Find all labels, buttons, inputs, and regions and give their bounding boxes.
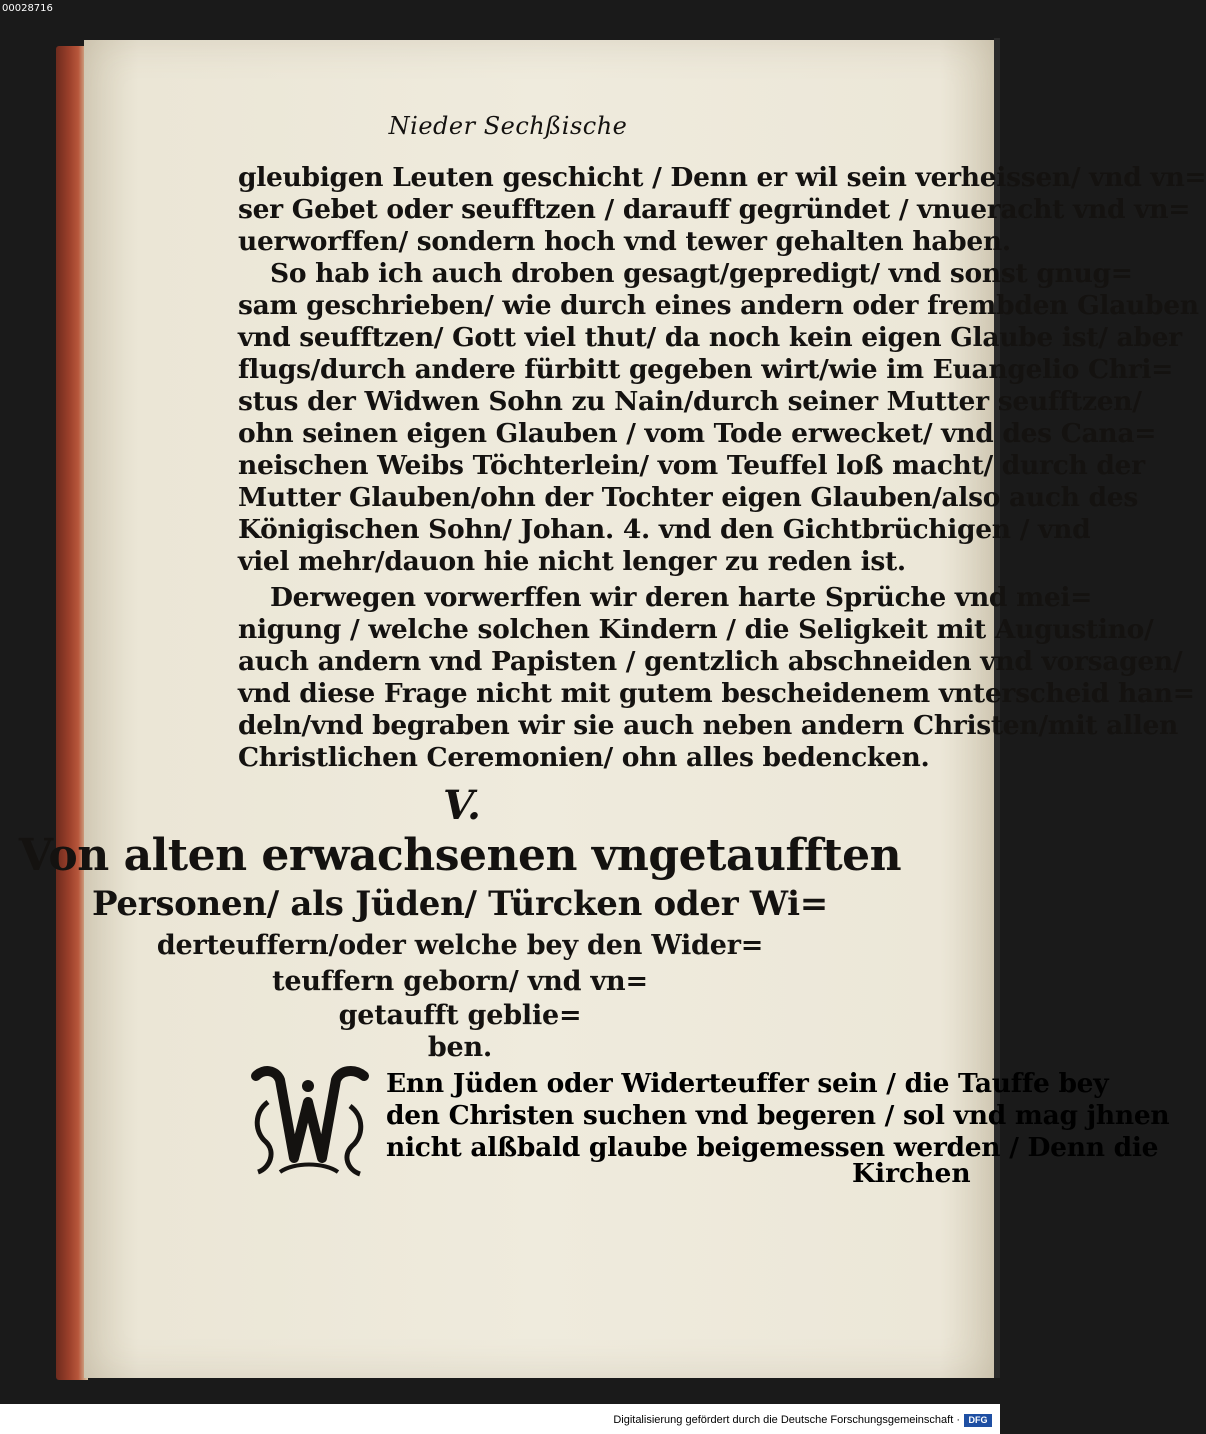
catchword: Kirchen: [852, 1158, 971, 1189]
text-line: stus der Widwen Sohn zu Nain/durch seiner Mutter seufftzen/: [238, 386, 1142, 417]
text-line: deln/vnd begraben wir sie auch neben andern Christen/mit allen: [238, 710, 1179, 741]
text-line: sam geschrieben/ wie durch eines andern oder frembden Glauben: [238, 290, 1199, 321]
section-heading-line: Personen/ als Jüden/ Türcken oder Wi=: [92, 884, 828, 924]
section-heading-line: getaufft geblie=: [338, 1000, 582, 1031]
scan-id: 00028716: [2, 3, 53, 14]
body-line: nicht alßbald glaube beigemessen werden / Denn die: [386, 1132, 1159, 1163]
text-line: uerworffen/ sondern hoch vnd tewer gehalten haben.: [238, 226, 1011, 257]
footer-credit: Digitalisierung gefördert durch die Deutsche Forschungsgemeinschaft ·: [613, 1414, 960, 1426]
dfg-logo-icon: DFG: [964, 1414, 992, 1427]
text-line: Christlichen Ceremonien/ ohn alles bedencken.: [238, 742, 930, 773]
text-line: flugs/durch andere fürbitt gegeben wirt/wie im Euangelio Chri=: [238, 354, 1174, 385]
text-line: vnd seufftzen/ Gott viel thut/ da noch kein eigen Glaube ist/ aber: [238, 322, 1182, 353]
section-heading-line: ben.: [427, 1032, 493, 1063]
text-line: gleubigen Leuten geschicht / Denn er wil sein verheissen/ vnd vn=: [238, 162, 1206, 193]
text-line: nigung / welche solchen Kindern / die Seligkeit mit Augustino/: [238, 614, 1154, 645]
text-line: Derwegen vorwerffen wir deren harte Sprüche vnd mei=: [270, 582, 1093, 613]
text-line: Mutter Glauben/ohn der Tochter eigen Glauben/also auch des: [238, 482, 1138, 513]
section-heading-line: derteuffern/oder welche bey den Wider=: [156, 930, 764, 961]
text-line: ohn seinen eigen Glauben / vom Tode erwecket/ vnd des Cana=: [238, 418, 1157, 449]
section-heading-line: teuffern geborn/ vnd vn=: [272, 966, 648, 997]
footer-bar: [0, 1404, 1000, 1434]
decorated-initial-w: [250, 1062, 370, 1182]
text-line: Königischen Sohn/ Johan. 4. vnd den Gichtbrüchigen / vnd: [238, 514, 1091, 545]
section-heading-line: Von alten erwachsenen vngetaufften: [18, 830, 902, 881]
text-line: So hab ich auch droben gesagt/gepredigt/ vnd sonst gnug=: [270, 258, 1133, 289]
text-line: auch andern vnd Papisten / gentzlich abschneiden vnd vorsagen/: [238, 646, 1183, 677]
running-head: Nieder Sechßische: [388, 112, 628, 140]
section-number: V.: [443, 782, 481, 829]
body-line: den Christen suchen vnd begeren / sol vnd mag jhnen: [386, 1100, 1170, 1131]
body-line: Enn Jüden oder Widerteuffer sein / die Tauffe bey: [386, 1068, 1109, 1099]
decorated-initial: [250, 1062, 370, 1182]
text-line: ser Gebet oder seufftzen / darauff gegründet / vnueracht vnd vn=: [238, 194, 1191, 225]
text-line: vnd diese Frage nicht mit gutem bescheidenem vnterscheid han=: [238, 678, 1195, 709]
text-line: neischen Weibs Töchterlein/ vom Teuffel loß macht/ durch der: [238, 450, 1145, 481]
text-line: viel mehr/dauon hie nicht lenger zu reden ist.: [238, 546, 906, 577]
